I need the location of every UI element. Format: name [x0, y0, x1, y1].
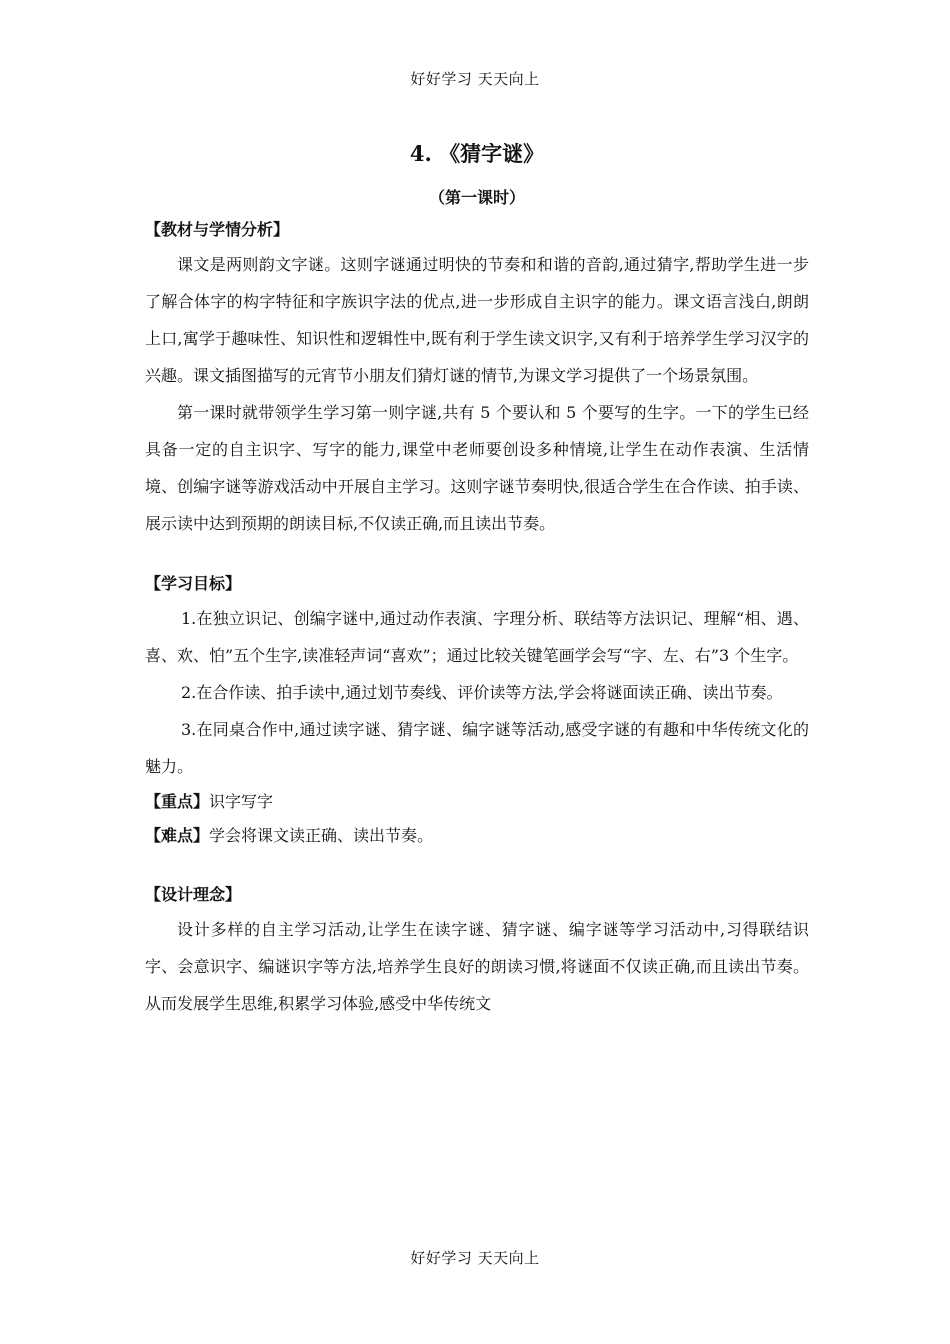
document-subtitle: （第一课时）: [428, 188, 525, 207]
goal-item-2: 2.在合作读、拍手读中,通过划节奏线、评价读等方法,学会将谜面读正确、读出节奏。: [181, 683, 783, 702]
goal-item-3: 3.在同桌合作中,通过读字谜、猜字谜、编字谜等活动,感受字谜的有趣和中华传统文化的魅力。: [145, 720, 809, 776]
section-heading-design: 【设计理念】: [145, 885, 242, 904]
goal-item-1: 1.在独立识记、创编字谜中,通过动作表演、字理分析、联结等方法识记、理解“相、遇、喜、欢、怕”五个生字,读准轻声词“喜欢”；通过比较关键笔画学会写“字、左、右”3 个生字。: [145, 609, 809, 665]
running-header: 好好学习 天天向上: [410, 70, 540, 88]
document-body: [145, 138, 809, 1022]
key-point-label: 【重点】: [145, 792, 210, 811]
key-point-text: 识字写字: [209, 792, 274, 811]
analysis-paragraph-2: 第一课时就带领学生学习第一则字谜,共有 5 个要认和 5 个要写的生字。一下的学生已经具备一定的自主识字、写字的能力,课堂中老师要创设多种情境,让学生在动作表演、生活情境、创编字谜等游戏活动中开展自主学习。这则字谜节奏明快,很适合学生在合作读、拍手读、展示读中达到预期的朗读目标,不仅读正确,而且读出节奏。: [145, 403, 809, 533]
analysis-paragraph-1: 课文是两则韵文字谜。这则字谜通过明快的节奏和和谐的音韵,通过猜字,帮助学生进一步了解合体字的构字特征和字族识字法的优点,进一步形成自主识字的能力。课文语言浅白,朗朗上口,寓学于趣味性、知识性和逻辑性中,既有利于学生读文识字,又有利于培养学生学习汉字的兴趣。课文插图描写的元宵节小朋友们猜灯谜的情节,为课文学习提供了一个场景氛围。: [145, 255, 809, 385]
design-paragraph-1: 设计多样的自主学习活动,让学生在读字谜、猜字谜、编字谜等学习活动中,习得联结识字、会意识字、编谜识字等方法,培养学生良好的朗读习惯,将谜面不仅读正确,而且读出节奏。从而发展学生思维,积累学习体验,感受中华传统文: [145, 920, 809, 1013]
difficulty-text: 学会将课文读正确、读出节奏。: [209, 826, 434, 845]
key-point-line: [145, 785, 809, 819]
difficulty-label: 【难点】: [145, 826, 210, 845]
document-title: 4. 《猜字谜》: [409, 141, 545, 166]
difficulty-line: [145, 819, 809, 853]
section-heading-goals: 【学习目标】: [145, 574, 242, 593]
section-heading-analysis: 【教材与学情分析】: [145, 220, 290, 239]
running-footer: 好好学习 天天向上: [410, 1249, 540, 1267]
